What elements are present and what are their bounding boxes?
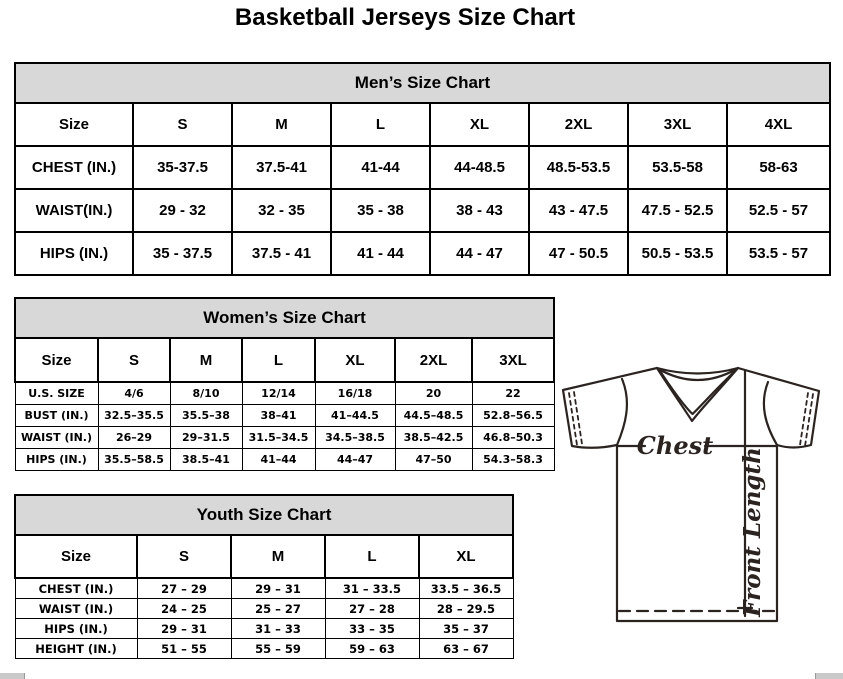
women-table-title: Women’s Size Chart: [15, 298, 554, 338]
women-size-cell: 54.3–58.3: [472, 449, 554, 471]
men-size-cell: 53.5 - 57: [727, 232, 830, 275]
men-size-cell: 35 - 37.5: [133, 232, 232, 275]
women-table-row: [15, 382, 554, 405]
women-row-label: HIPS (IN.): [15, 449, 98, 471]
youth-column-header: L: [325, 535, 419, 578]
women-row-label: BUST (IN.): [15, 405, 98, 427]
jersey-right-armhole-seam: [764, 382, 777, 445]
women-table-row: [15, 427, 554, 449]
men-size-cell: 35 - 38: [331, 189, 430, 232]
men-size-cell: 37.5-41: [232, 146, 331, 189]
youth-size-cell: 33.5 – 36.5: [419, 578, 513, 599]
men-size-cell: 58-63: [727, 146, 830, 189]
women-size-cell: 52.8–56.5: [472, 405, 554, 427]
men-column-header: 3XL: [628, 103, 727, 146]
men-size-cell: 53.5-58: [628, 146, 727, 189]
youth-size-cell: 25 – 27: [231, 599, 325, 619]
men-size-cell: 29 - 32: [133, 189, 232, 232]
women-column-header: M: [170, 338, 242, 382]
women-size-cell: 32.5–35.5: [98, 405, 170, 427]
men-size-cell: 38 - 43: [430, 189, 529, 232]
women-size-cell: 16/18: [315, 382, 395, 405]
youth-size-cell: 33 – 35: [325, 619, 419, 639]
youth-table-title: Youth Size Chart: [15, 495, 513, 535]
men-size-cell: 43 - 47.5: [529, 189, 628, 232]
women-size-cell: 31.5–34.5: [242, 427, 315, 449]
jersey-collar-v-outer: [657, 368, 738, 421]
men-size-cell: 47 - 50.5: [529, 232, 628, 275]
women-size-cell: 26–29: [98, 427, 170, 449]
women-table-row: [15, 405, 554, 427]
women-size-cell: 46.8–50.3: [472, 427, 554, 449]
youth-row-label: HEIGHT (IN.): [15, 639, 137, 659]
youth-size-cell: 24 – 25: [137, 599, 231, 619]
men-row-label: CHEST (IN.): [15, 146, 133, 189]
youth-table-grid: [14, 494, 514, 659]
men-column-header: M: [232, 103, 331, 146]
womens-size-table: [14, 297, 555, 471]
women-size-cell: 38–41: [242, 405, 315, 427]
men-column-header: XL: [430, 103, 529, 146]
youth-size-cell: 31 – 33: [231, 619, 325, 639]
men-size-cell: 41-44: [331, 146, 430, 189]
women-column-header: 2XL: [395, 338, 472, 382]
men-table-grid: [14, 62, 831, 276]
women-size-cell: 41–44: [242, 449, 315, 471]
horizontal-scrollbar-fragment-right[interactable]: [815, 673, 843, 679]
youth-column-header: S: [137, 535, 231, 578]
women-size-cell: 4/6: [98, 382, 170, 405]
men-table-row: [15, 146, 830, 189]
men-row-label: WAIST(IN.): [15, 189, 133, 232]
women-size-cell: 29–31.5: [170, 427, 242, 449]
women-size-cell: 44–47: [315, 449, 395, 471]
women-size-cell: 44.5–48.5: [395, 405, 472, 427]
youth-column-header: Size: [15, 535, 137, 578]
page-title: Basketball Jerseys Size Chart: [234, 4, 576, 31]
men-size-cell: 35-37.5: [133, 146, 232, 189]
jersey-measurement-diagram: [553, 358, 843, 633]
men-column-header: S: [133, 103, 232, 146]
youth-size-cell: 29 – 31: [137, 619, 231, 639]
youth-size-cell: 31 – 33.5: [325, 578, 419, 599]
youth-row-label: CHEST (IN.): [15, 578, 137, 599]
jersey-collar-back-arcs: [657, 368, 738, 380]
men-size-cell: 44-48.5: [430, 146, 529, 189]
youth-table-row: [15, 578, 513, 599]
women-size-cell: 47–50: [395, 449, 472, 471]
men-column-header: 2XL: [529, 103, 628, 146]
youth-row-label: WAIST (IN.): [15, 599, 137, 619]
women-table-grid: [14, 297, 555, 471]
men-size-cell: 32 - 35: [232, 189, 331, 232]
youth-size-cell: 55 – 59: [231, 639, 325, 659]
youth-column-header: XL: [419, 535, 513, 578]
men-column-header: L: [331, 103, 430, 146]
women-column-header: 3XL: [472, 338, 554, 382]
men-table-row: [15, 189, 830, 232]
youth-size-cell: 51 – 55: [137, 639, 231, 659]
youth-size-cell: 27 – 29: [137, 578, 231, 599]
jersey-left-armhole-seam: [617, 379, 627, 445]
women-size-cell: 22: [472, 382, 554, 405]
men-table-title: Men’s Size Chart: [15, 63, 830, 103]
front-length-label: Front Length: [739, 447, 766, 617]
women-size-cell: 20: [395, 382, 472, 405]
women-row-label: U.S. SIZE: [15, 382, 98, 405]
women-size-cell: 35.5–38: [170, 405, 242, 427]
women-table-row: [15, 449, 554, 471]
men-size-cell: 41 - 44: [331, 232, 430, 275]
youth-table-row: [15, 639, 513, 659]
youth-size-cell: 29 – 31: [231, 578, 325, 599]
men-size-cell: 44 - 47: [430, 232, 529, 275]
youth-size-table: [14, 494, 514, 659]
women-column-header: L: [242, 338, 315, 382]
women-size-cell: 12/14: [242, 382, 315, 405]
youth-size-cell: 63 – 67: [419, 639, 513, 659]
women-size-cell: 38.5–41: [170, 449, 242, 471]
men-row-label: HIPS (IN.): [15, 232, 133, 275]
jersey-collar-v-inner: [660, 371, 735, 414]
youth-size-cell: 28 – 29.5: [419, 599, 513, 619]
women-size-cell: 41–44.5: [315, 405, 395, 427]
men-column-header: Size: [15, 103, 133, 146]
women-row-label: WAIST (IN.): [15, 427, 98, 449]
youth-size-cell: 27 – 28: [325, 599, 419, 619]
men-table-row: [15, 232, 830, 275]
men-column-header: 4XL: [727, 103, 830, 146]
women-column-header: Size: [15, 338, 98, 382]
men-size-cell: 50.5 - 53.5: [628, 232, 727, 275]
men-size-cell: 37.5 - 41: [232, 232, 331, 275]
youth-size-cell: 59 – 63: [325, 639, 419, 659]
women-size-cell: 8/10: [170, 382, 242, 405]
men-size-cell: 52.5 - 57: [727, 189, 830, 232]
chest-label: Chest: [636, 431, 714, 460]
women-size-cell: 34.5–38.5: [315, 427, 395, 449]
mens-size-table: [14, 62, 831, 276]
women-size-cell: 38.5–42.5: [395, 427, 472, 449]
women-size-cell: 35.5–58.5: [98, 449, 170, 471]
youth-row-label: HIPS (IN.): [15, 619, 137, 639]
women-column-header: S: [98, 338, 170, 382]
women-column-header: XL: [315, 338, 395, 382]
youth-size-cell: 35 – 37: [419, 619, 513, 639]
horizontal-scrollbar-fragment-left[interactable]: [0, 673, 25, 679]
youth-table-row: [15, 599, 513, 619]
men-size-cell: 47.5 - 52.5: [628, 189, 727, 232]
youth-column-header: M: [231, 535, 325, 578]
youth-table-row: [15, 619, 513, 639]
men-size-cell: 48.5-53.5: [529, 146, 628, 189]
